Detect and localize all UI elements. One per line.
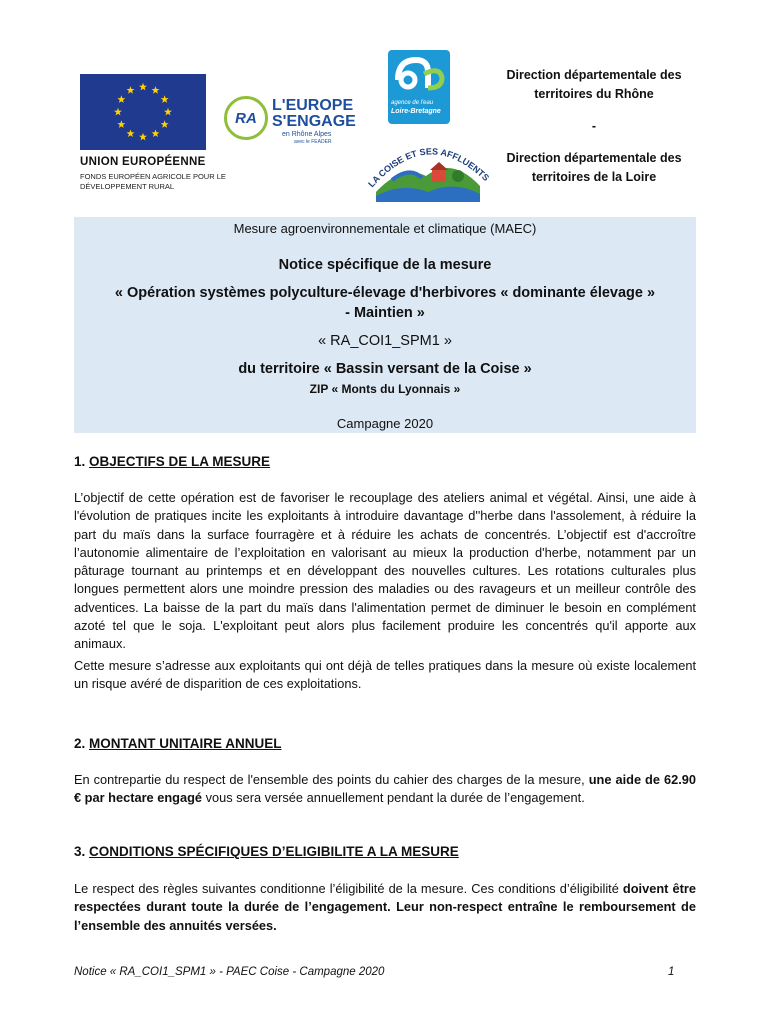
section3-bold1: doivent être respectées durant toute la durée de l’engagement: [74, 881, 696, 915]
page-number: 1: [668, 966, 675, 978]
section3-paragraph: [74, 880, 696, 935]
operation-line1: « Opération systèmes polyculture-élevage d'herbivores « dominante élevage »: [114, 285, 656, 301]
ae-mark-icon: [388, 50, 450, 96]
ra-logo-line3: en Rhône Alpes: [282, 131, 332, 138]
agence-line2: Loire-Bretagne: [391, 108, 441, 115]
agence-line1: agence de l'eau: [391, 100, 434, 106]
notice-title: Notice spécifique de la mesure: [278, 257, 492, 273]
eu-star-icon: [139, 133, 147, 141]
section2-heading: [74, 736, 282, 751]
eu-star-icon: [127, 129, 135, 137]
coise-logo-text: LA COISE ET SES AFFLUENTS: [366, 146, 492, 190]
section2-text-after: vous sera versée annuellement pendant la durée de l’engagement.: [202, 790, 585, 806]
section1-heading: [74, 454, 270, 469]
ra-initials: RA: [235, 109, 257, 127]
eu-star-icon: [117, 95, 125, 103]
section2-paragraph: [74, 771, 696, 808]
ra-logo-line1: L'EUROPE: [272, 97, 354, 114]
eu-title: UNION EUROPÉENNE: [80, 156, 206, 168]
title-box: [74, 217, 696, 433]
eu-star-icon: [117, 120, 125, 128]
eu-star-icon: [164, 108, 172, 116]
eu-flag-logo: [80, 74, 206, 150]
zip-label: ZIP « Monts du Lyonnais »: [309, 382, 461, 396]
europe-sengage-logo: [224, 96, 360, 146]
section3-title: CONDITIONS SPÉCIFIQUES D’ELIGIBILITE A LA MESURE: [89, 844, 459, 859]
measure-code: « RA_COI1_SPM1 »: [318, 333, 452, 349]
campaign-label: Campagne 2020: [336, 416, 434, 431]
coise-illustration-icon: [362, 136, 494, 206]
section1-title: OBJECTIFS DE LA MESURE: [89, 454, 271, 469]
eu-stars-icon: [80, 74, 206, 150]
territory-title: du territoire « Bassin versant de la Coise »: [238, 361, 532, 377]
section1-number: 1.: [74, 454, 90, 469]
eu-star-icon: [152, 129, 160, 137]
section2-number: 2.: [74, 736, 90, 751]
section3-number: 3.: [74, 844, 90, 859]
ra-logo-line2: S'ENGAGE: [272, 113, 356, 130]
direction-loire: Direction départementale des territoires de la Loire: [506, 151, 682, 184]
section3-text-before: Le respect des règles suivantes conditionne l’éligibilité de la mesure. Ces conditions d’éligibilité: [74, 881, 623, 896]
section1-paragraph1: L’objectif de cette opération est de favoriser le recouplage des ateliers animal et végétal. Ainsi, une aide à l'évolution de pratiques incite les exploitants à introduire davantage d''herbe dans l'assolement, à réduire la part du maïs dans la surface fourragère et à réduire les achats de concentrés. L’objectif est d'accroître l’autonomie alimentaire de l’exploitation en valorisant au mieux la production d'herbe, notamment par un pâturage tournant au printemps et en développant des nouvelles cultures. Les rotations culturales plus longues permettent alors une moindre pression des maladies ou des ravageurs et un meilleur contrôle des adventices. La baisse de la part du maïs dans l'alimentation permet de diminuer le besoin en complément azoté tel que le soja. L'exploitant peut alors plus facilement produire les concentrés qu'il apporte aux animaux.: [74, 490, 696, 652]
section3-bold2: Leur non-respect entraîne le remboursement de l’ensemble des annuités versées.: [74, 899, 696, 933]
header-separator: -: [591, 119, 597, 133]
section2-amount: une aide de 62.90 € par hectare engagé: [74, 772, 696, 806]
agence-eau-logo: [388, 50, 450, 124]
direction-rhone: Direction départementale des territoires du Rhône: [506, 68, 682, 101]
eu-star-icon: [127, 86, 135, 94]
eu-star-icon: [139, 83, 147, 91]
eu-star-icon: [152, 86, 160, 94]
ra-circle-icon: [224, 96, 268, 140]
coise-affluents-logo: [362, 136, 494, 206]
eu-star-icon: [161, 95, 169, 103]
section1-paragraph2: Cette mesure s’adresse aux exploitants qui ont déjà de telles pratiques dans la mesure où existe localement un risque avéré de disparition de ces exploitations.: [74, 658, 696, 692]
maec-label: Mesure agroenvironnementale et climatique (MAEC): [233, 221, 537, 236]
eu-subtitle: FONDS EUROPÉEN AGRICOLE POUR LE DÉVELOPPEMENT RURAL: [80, 172, 226, 191]
footer-text: Notice « RA_COI1_SPM1 » - PAEC Coise - Campagne 2020: [74, 966, 385, 978]
section3-text-mid: .: [387, 899, 397, 915]
section3-heading: [74, 844, 459, 859]
ra-logo-line4: avec le FEADER: [294, 139, 332, 145]
section2-text-before: En contrepartie du respect de l'ensemble des points du cahier des charges de la mesure,: [74, 772, 589, 787]
operation-line2: - Maintien »: [345, 305, 425, 321]
eu-star-icon: [114, 108, 122, 116]
section2-title: MONTANT UNITAIRE ANNUEL: [89, 736, 282, 751]
eu-star-icon: [161, 120, 169, 128]
